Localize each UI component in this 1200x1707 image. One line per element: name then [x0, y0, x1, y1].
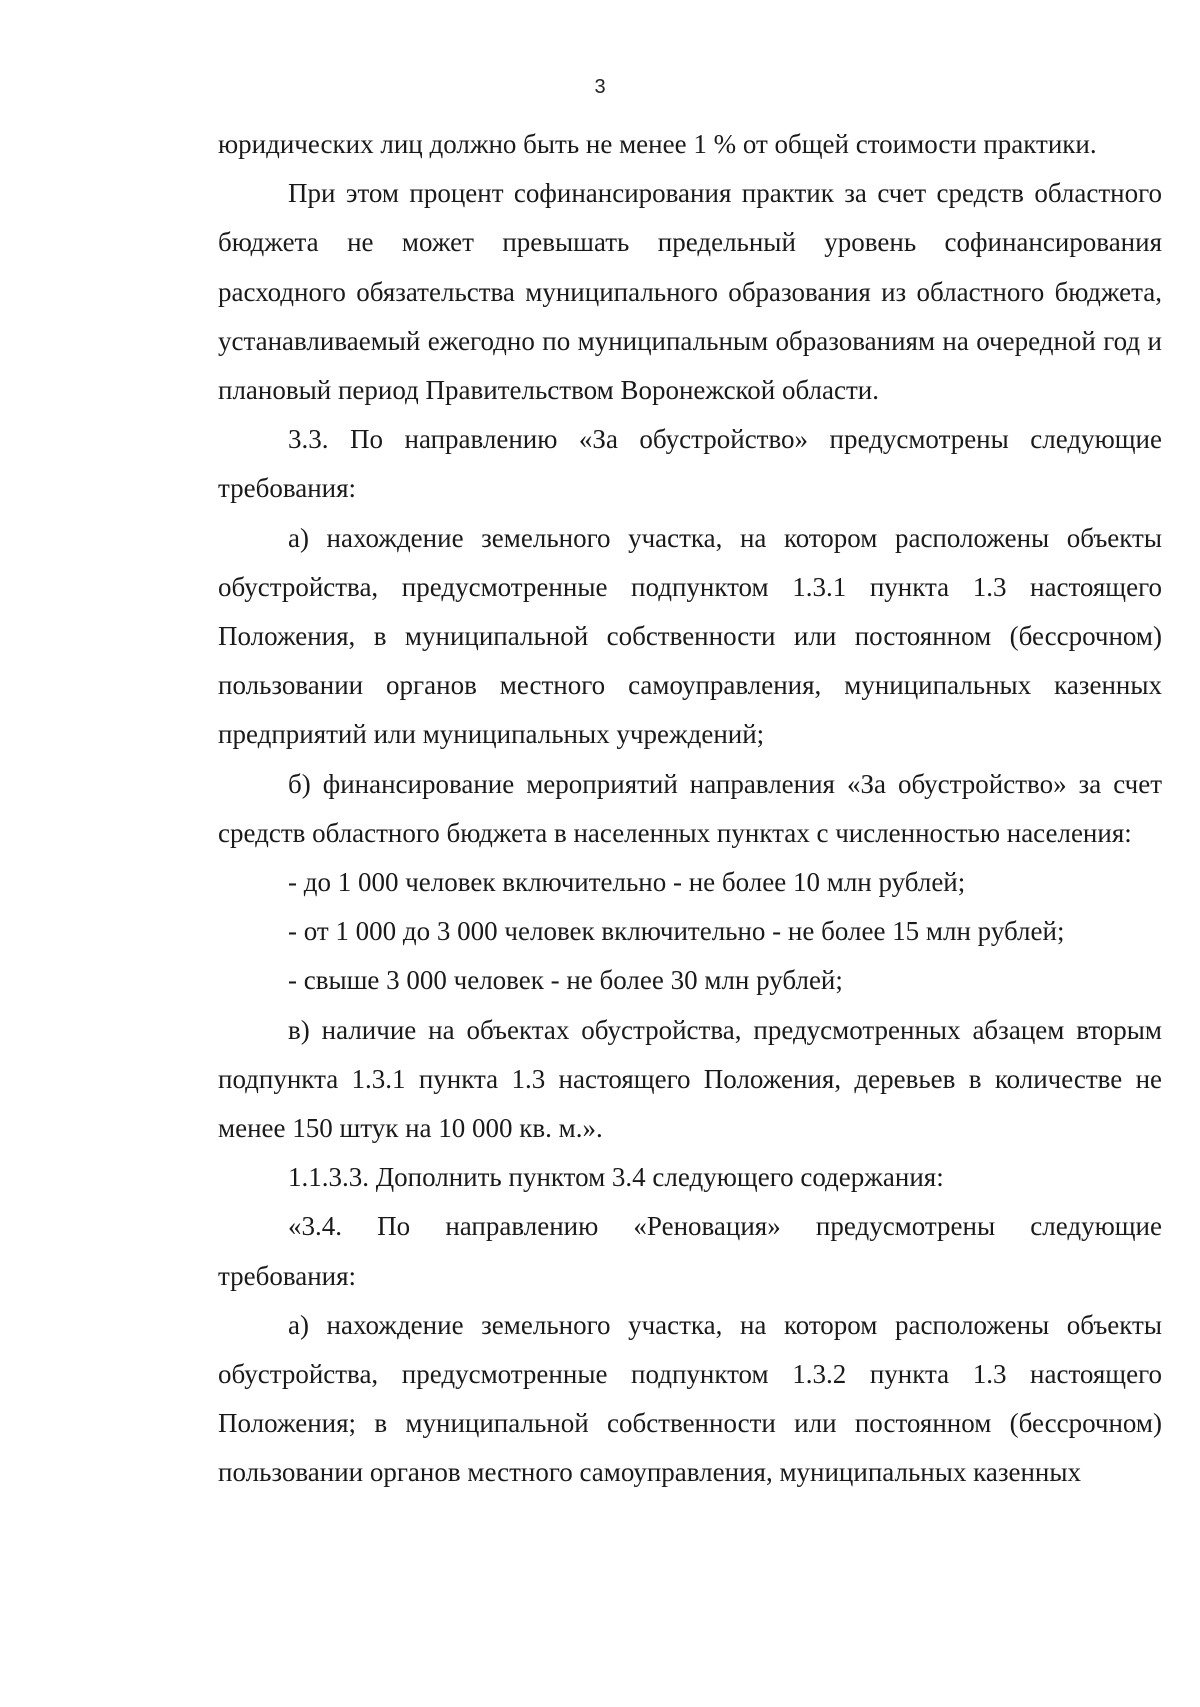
document-body — [218, 120, 1162, 1498]
paragraph-3-3-a: а) нахождение земельного участка, на котором расположены объекты обустройства, предусмотренные подпунктом 1.3.1 пункта 1.3 настоящего Положения, в муниципальной собственности или постоянном (бессрочном) пользовании органов местного самоуправления, муниципальных казенных предприятий или муниципальных учреждений; — [218, 522, 1162, 750]
paragraph-3-4-heading: «3.4. По направлению «Реновация» предусмотрены следующие требования: — [218, 1211, 1162, 1291]
page-number: 3 — [594, 76, 606, 98]
list-item-1000-to-3000: - от 1 000 до 3 000 человек включительно - не более 15 млн рублей; — [288, 916, 1065, 947]
paragraph-3-3-heading: 3.3. По направлению «За обустройство» предусмотрены следующие требования: — [218, 424, 1162, 504]
paragraph-continuation: юридических лиц должно быть не менее 1 % от общей стоимости практики. — [218, 129, 1097, 159]
paragraph-3-4-a: а) нахождение земельного участка, на котором расположены объекты обустройства, предусмотренные подпунктом 1.3.2 пункта 1.3 настоящего Положения; в муниципальной собственности или постоянном (бессрочном) пользовании органов местного самоуправления, муниципальных казенных — [218, 1309, 1162, 1488]
list-item-up-to-1000: - до 1 000 человек включительно - не более 10 млн рублей; — [288, 867, 966, 898]
paragraph-cofinancing-limit: При этом процент софинансирования практик за счет средств областного бюджета не может превышать предельный уровень софинансирования расходного обязательства муниципального образования из областного бюджета, устанавливаемый ежегодно по муниципальным образованиям на очередной год и плановый период Правительством Воронежской области. — [218, 178, 1162, 406]
paragraph-3-3-v: в) наличие на объектах обустройства, предусмотренных абзацем вторым подпункта 1.3.1 пункта 1.3 настоящего Положения, деревьев в количестве не менее 150 штук на 10 000 кв. м.». — [218, 1014, 1162, 1144]
paragraph-3-3-b: б) финансирование мероприятий направления «За обустройство» за счет средств областного бюджета в населенных пунктах с численностью населения: — [218, 768, 1162, 848]
list-item-over-3000: - свыше 3 000 человек - не более 30 млн рублей; — [288, 965, 843, 996]
paragraph-1-1-3-3: 1.1.3.3. Дополнить пунктом 3.4 следующего содержания: — [288, 1162, 944, 1193]
